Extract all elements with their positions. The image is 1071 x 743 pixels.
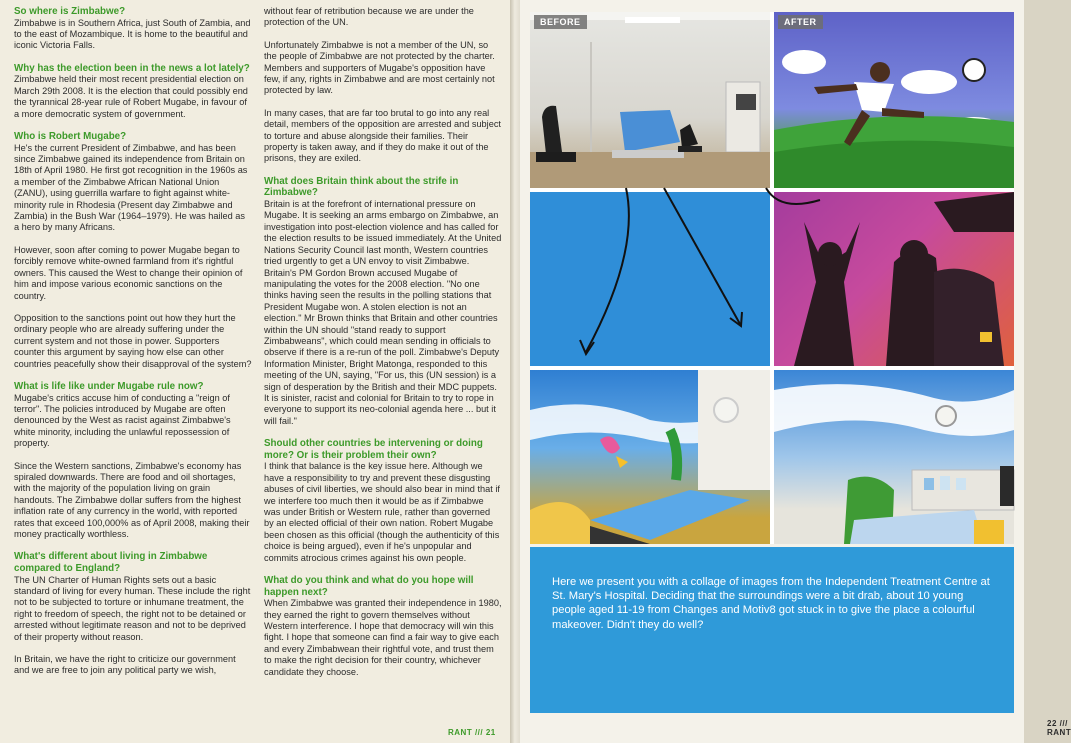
article-paragraph: Since the Western sanctions, Zimbabwe's economy has spiraled downwards. There are food and oil shortages, with the majority of the population living on grain handouts. The Zimbabwe dollar suffers from the highest inflation rate of any currency in the world, with reported rates that exceed 100,000% as of April 2008, making their money practically worthless.	[14, 460, 250, 539]
article-paragraph: Britain is at the forefront of international pressure on Mugabe. It is seeking an arms embargo on Zimbabwe, an investigation into post-election violence and has called for the election results to be issued immediately. At the United Nations Security Council last month, Western countries tried urgently to get a UN envoy to visit Zimbabwe. Britain's PM Gordon Brown accused Mugabe of manipulating the votes for the 2008 election. "No one thinks having seen the results in the polling stations that President Mugabe won. A stolen election is not an election." Mr Brown thinks that Britain and other countries within the UN should "stand ready to support Zimbabweans", which could mean sending in officials to observe if there is a re-run of the poll. Zimbabwe's Deputy Information Minister, Bright Matonga, responded to this meeting of the UN, saying, "For us, this (UN session) is a sign of desperation by the British and their MDC puppets. It is sinister, racist and colonial for Britain to try to rope in everyone to support its neo-colonial agenda here ... but it will fail."	[264, 199, 502, 426]
after-mural-illustration	[774, 12, 1014, 188]
photo-before-room	[530, 12, 770, 188]
article-paragraph: He's the current President of Zimbabwe, and has been since Zimbabwe gained its independence from Britain on 18th of April 1980. He first got recognition in the 1960s as a member of the Zimbabwe African National Union (ZANU), using guerrilla warfare to fight against white-minority rule in Rhodesia (Present day Zimbabwe and Zambia) in the Bush War (1964–1979). He was hailed as a hero by many Africans.	[14, 142, 248, 233]
article-heading: Who is Robert Mugabe?	[14, 131, 127, 143]
photo-after-silhouettes	[774, 192, 1014, 366]
article-heading: Should other countries be intervening or doing more? Or is their problem their own?	[264, 438, 483, 461]
article-paragraph: Mugabe's critics accuse him of conducting a "reign of terror". The policies introduced by Mugabe are often denounced by the West as racist against Zimbabwe's white minority, including the unlawful repossession of property.	[14, 392, 231, 449]
article-column-1	[14, 6, 252, 688]
article-paragraph: The UN Charter of Human Rights sets out a basic standard of living for every human. These include the right not to be subjected to torture or inhumane treatment, the right to freedom of speech, the right not to be detained or arrested without legitimate reason and not to be deprived of their property without reason.	[14, 574, 251, 642]
article-paragraph: without fear of retribution because we are under the protection of the UN.	[264, 6, 474, 28]
article-paragraph: However, soon after coming to power Mugabe began to forcibly remove white-owned farmland from it's rightful owners. This caused the West to change their opinion of him and impose various economic sanctions on the country.	[14, 244, 243, 301]
before-room-illustration	[530, 12, 770, 188]
article-paragraph: Zimbabwe held their most recent presidential election on March 29th 2008. It is the election that could possibly end the tyrannical 28-year rule of Robert Mugabe, in favour of a more democratic system of government.	[14, 74, 248, 119]
after-room-left-illustration	[530, 370, 770, 544]
article-paragraph: Zimbabwe is in Southern Africa, just South of Zambia, and to the east of Mozambique. It is home to the beautiful and iconic Victoria Falls.	[14, 17, 251, 51]
after-label: AFTER	[778, 15, 823, 29]
article-heading: What's different about living in Zimbabwe compared to England?	[14, 551, 208, 574]
left-page	[0, 0, 512, 743]
article-paragraph: Opposition to the sanctions point out how they hurt the ordinary people who are already suffering under the current system and not those in power. Supporters counter this argument by saying how else can other countries peacefully show their disapproval of the system?	[14, 312, 252, 369]
article-column-2	[264, 6, 502, 689]
page-number-right: 22 /// RANT	[1047, 719, 1071, 737]
article-heading: What do you think and what do you hope will happen next?	[264, 575, 474, 598]
right-page	[520, 0, 1071, 743]
article-heading: What is life like under Mugabe rule now?	[14, 380, 204, 392]
article-paragraph: When Zimbabwe was granted their independence in 1980, they earned the right to govern themselves without Western interference. I hope that democracy will win this fight. I hope that someone can find a fair way to give each and every Zimbabwean their rightful vote, and trust them to make the right decision for their country, whichever candidate they choose.	[264, 598, 502, 677]
photo-after-room-right	[774, 370, 1014, 544]
photo-after-room-left	[530, 370, 770, 544]
photo-collage	[530, 12, 1014, 544]
article-paragraph: Unfortunately Zimbabwe is not a member of the UN, so the people of Zimbabwe are not protected by the charter. Members and supporters of Mugabe's opposition have few, if any, rights in Zimbabwe and are most certainly not protected by law.	[264, 39, 495, 96]
after-room-right-illustration	[774, 370, 1014, 544]
before-label: BEFORE	[534, 15, 587, 29]
article-heading: Why has the election been in the news a lot lately?	[14, 62, 250, 74]
caption-box	[530, 547, 1014, 713]
photo-after-mural-footballer	[774, 12, 1014, 188]
silhouette-illustration	[774, 192, 1014, 366]
article-paragraph: In Britain, we have the right to criticize our government and we are free to join any political party we wish,	[14, 654, 236, 676]
page-number-left: RANT /// 21	[448, 728, 496, 737]
article-paragraph: I think that balance is the key issue here. Although we have a responsibility to try and prevent these disgusting abuses of civil liberties, we should also bear in mind that if we interfere too much then it would be as if Zimbabwe was under British or Western rule, rather than governed by an elected official of their own nation. Robert Mugabe been chosen as this official (though the authenticity of this choice is being argued), even if he's unpopular and commits atrocious crimes against his own people.	[264, 461, 500, 563]
photo-blue-wall	[530, 192, 770, 366]
article-paragraph: In many cases, that are far too brutal to go into any real detail, members of the opposition are arrested and subject to torture and abuse alongside their families. Their property is taken away, and if they do make it out of the prisons, they are exiled.	[264, 107, 501, 164]
article-heading: What does Britain think about the strife in Zimbabwe?	[264, 175, 459, 199]
article-heading: So where is Zimbabwe?	[14, 6, 126, 17]
collage-caption: Here we present you with a collage of images from the Independent Treatment Centre at St. Mary's Hospital. Deciding that the surroundings were a bit drab, about 10 young people aged 11-19 from Changes and Motiv8 got stuck in to give the place a colourful makeover. Didn't they do well?	[552, 576, 990, 631]
